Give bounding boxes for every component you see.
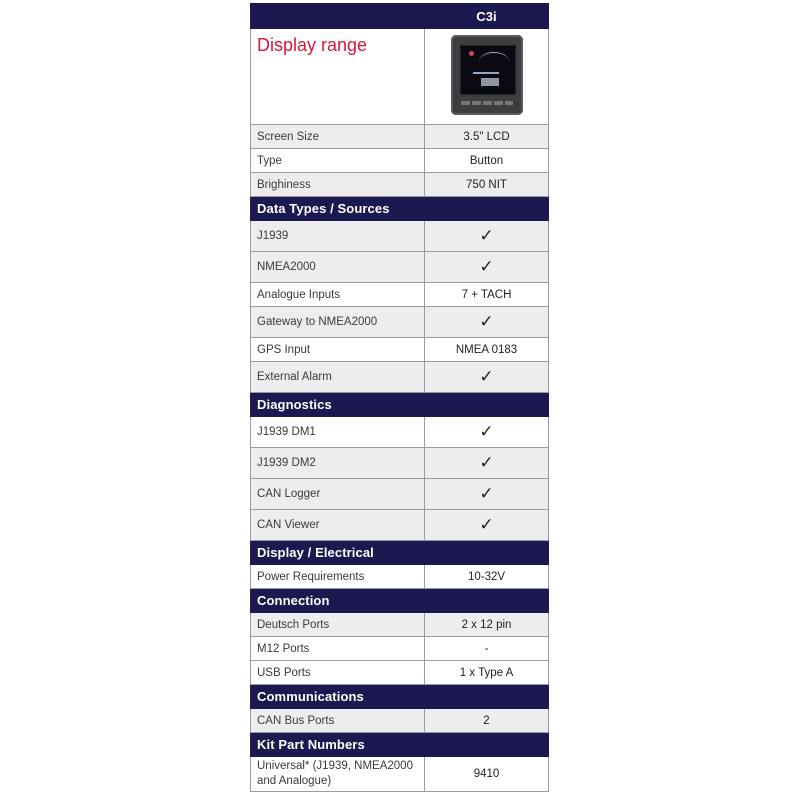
header-blank-cell (251, 4, 425, 29)
table-row (251, 362, 549, 393)
row-label: Gateway to NMEA2000 (251, 307, 425, 338)
row-value: Button (425, 149, 549, 173)
table-row (251, 221, 549, 252)
spec-table (250, 3, 549, 792)
section-title: Communications (251, 685, 549, 709)
table-row (251, 307, 549, 338)
row-label: CAN Viewer (251, 510, 425, 541)
table-row (251, 149, 549, 173)
checkmark-icon: ✓ (425, 479, 549, 510)
table-row (251, 709, 549, 733)
row-value: 3.5" LCD (425, 125, 549, 149)
section-title: Connection (251, 589, 549, 613)
table-row (251, 613, 549, 637)
row-label: External Alarm (251, 362, 425, 393)
table-row (251, 173, 549, 197)
table-row (251, 338, 549, 362)
section-title: Diagnostics (251, 393, 549, 417)
row-label: Analogue Inputs (251, 283, 425, 307)
checkmark-icon: ✓ (425, 417, 549, 448)
title-cell (251, 29, 425, 125)
table-row (251, 565, 549, 589)
row-label: Universal* (J1939, NMEA2000 and Analogue) (251, 757, 425, 792)
checkmark-icon: ✓ (425, 221, 549, 252)
row-label: J1939 DM2 (251, 448, 425, 479)
title-row (251, 29, 549, 125)
gauge-arc-icon (479, 52, 509, 71)
row-label: Screen Size (251, 125, 425, 149)
section-header (251, 733, 549, 757)
row-value: 2 (425, 709, 549, 733)
table-row (251, 283, 549, 307)
row-label: GPS Input (251, 338, 425, 362)
table-row (251, 510, 549, 541)
section-title: Kit Part Numbers (251, 733, 549, 757)
table-row (251, 125, 549, 149)
row-label: M12 Ports (251, 637, 425, 661)
row-label: USB Ports (251, 661, 425, 685)
device-image (451, 35, 523, 115)
row-label: J1939 DM1 (251, 417, 425, 448)
row-value: 10-32V (425, 565, 549, 589)
checkmark-icon: ✓ (425, 307, 549, 338)
table-header-row (251, 4, 549, 29)
row-label: NMEA2000 (251, 252, 425, 283)
section-title: Data Types / Sources (251, 197, 549, 221)
table-row (251, 448, 549, 479)
row-label: Type (251, 149, 425, 173)
section-header (251, 393, 549, 417)
row-label: CAN Bus Ports (251, 709, 425, 733)
device-image-cell (425, 29, 549, 125)
section-header (251, 589, 549, 613)
model-header: C3i (425, 4, 549, 29)
row-value: 7 + TACH (425, 283, 549, 307)
display-range-title: Display range (257, 35, 368, 55)
row-label: Deutsch Ports (251, 613, 425, 637)
device-screen (460, 45, 516, 95)
row-label: Power Requirements (251, 565, 425, 589)
table-row (251, 637, 549, 661)
section-header (251, 197, 549, 221)
section-header (251, 685, 549, 709)
table-row (251, 661, 549, 685)
row-value: 2 x 12 pin (425, 613, 549, 637)
checkmark-icon: ✓ (425, 510, 549, 541)
checkmark-icon: ✓ (425, 448, 549, 479)
row-value: NMEA 0183 (425, 338, 549, 362)
row-value: 1 x Type A (425, 661, 549, 685)
table-row (251, 479, 549, 510)
section-header (251, 541, 549, 565)
row-label: Brighiness (251, 173, 425, 197)
row-label: CAN Logger (251, 479, 425, 510)
row-value: 750 NIT (425, 173, 549, 197)
row-value: 9410 (425, 757, 549, 792)
spec-sheet (250, 3, 548, 792)
checkmark-icon: ✓ (425, 252, 549, 283)
gauge-readout (481, 78, 499, 86)
table-row (251, 417, 549, 448)
gauge-needle-icon (473, 72, 499, 74)
row-value: - (425, 637, 549, 661)
table-row (251, 252, 549, 283)
device-buttons (461, 101, 513, 105)
row-label: J1939 (251, 221, 425, 252)
section-title: Display / Electrical (251, 541, 549, 565)
checkmark-icon: ✓ (425, 362, 549, 393)
alarm-indicator-icon (469, 51, 474, 56)
table-row (251, 757, 549, 792)
